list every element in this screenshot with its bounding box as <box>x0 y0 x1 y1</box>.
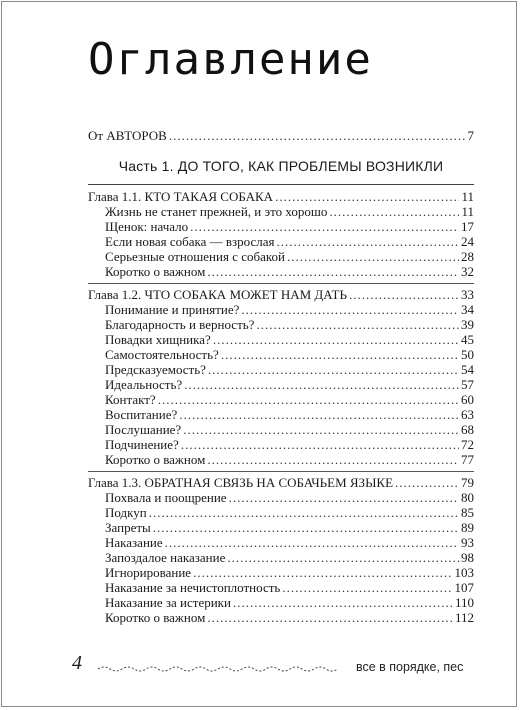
toc-entry-label: Коротко о важном <box>105 264 206 279</box>
toc-entry-label: Благодарность и верность? <box>105 317 255 332</box>
toc-entry[interactable] <box>88 249 474 264</box>
dot-leader <box>183 422 459 437</box>
toc-entry[interactable] <box>88 219 474 234</box>
dot-leader <box>287 249 459 264</box>
dot-leader <box>184 377 459 392</box>
page-title: Оглавление <box>88 34 373 85</box>
dot-leader <box>165 535 459 550</box>
toc-entry[interactable] <box>88 392 474 407</box>
running-head: все в порядке, пес <box>356 660 464 674</box>
toc-entry-label: Игнорирование <box>105 565 192 580</box>
toc-entry-page: 68 <box>461 422 474 437</box>
toc-entry-page: 34 <box>461 302 474 317</box>
toc-entry-page: 98 <box>461 550 474 565</box>
toc-entry-page: 72 <box>461 437 474 452</box>
dot-leader <box>158 392 459 407</box>
dot-leader <box>275 189 459 204</box>
toc-entry-label: Наказание за истерики <box>105 595 231 610</box>
toc-entry-page: 57 <box>461 377 474 392</box>
dot-leader <box>276 234 459 249</box>
toc-entry[interactable] <box>88 595 474 610</box>
dot-leader <box>221 347 459 362</box>
toc-entry-label: Запреты <box>105 520 151 535</box>
dot-leader <box>207 610 453 625</box>
toc-entry[interactable] <box>88 234 474 249</box>
part-divider <box>88 184 474 185</box>
table-of-contents <box>88 128 474 625</box>
toc-entry-page: 45 <box>461 332 474 347</box>
toc-entry-label: Подчинение? <box>105 437 179 452</box>
toc-entry[interactable] <box>88 264 474 279</box>
dot-leader <box>207 452 459 467</box>
dot-leader <box>169 128 466 143</box>
toc-entry[interactable] <box>88 505 474 520</box>
chapter-divider <box>88 283 474 284</box>
dot-leader <box>229 490 459 505</box>
toc-entry[interactable] <box>88 437 474 452</box>
toc-chapter[interactable] <box>88 189 474 204</box>
toc-entry-label: Серьезные отношения с собакой <box>105 249 285 264</box>
dot-leader <box>208 362 459 377</box>
toc-entry[interactable] <box>88 362 474 377</box>
toc-entry[interactable] <box>88 407 474 422</box>
dot-leader <box>227 550 459 565</box>
toc-entry-page: 39 <box>461 317 474 332</box>
wavy-line-ornament <box>98 664 348 674</box>
toc-entry-page: 93 <box>461 535 474 550</box>
toc-entry-page: 103 <box>454 565 474 580</box>
toc-entry[interactable] <box>88 422 474 437</box>
toc-entry-page: 7 <box>467 128 474 143</box>
toc-entry-label: Подкуп <box>105 505 147 520</box>
toc-entry-page: 80 <box>461 490 474 505</box>
toc-entry-label: Жизнь не станет прежней, и это хорошо <box>105 204 328 219</box>
toc-entry[interactable] <box>88 520 474 535</box>
dot-leader <box>190 219 459 234</box>
dot-leader <box>233 595 453 610</box>
toc-entry-page: 17 <box>461 219 474 234</box>
toc-entry[interactable] <box>88 347 474 362</box>
toc-entry-label: Контакт? <box>105 392 156 407</box>
dot-leader <box>395 475 459 490</box>
toc-entry-label: Щенок: начало <box>105 219 189 234</box>
toc-entry-page: 107 <box>454 580 474 595</box>
toc-chapter[interactable] <box>88 287 474 302</box>
toc-chapter-label: Глава 1.1. КТО ТАКАЯ СОБАКА <box>88 189 274 204</box>
toc-chapter-label: Глава 1.2. ЧТО СОБАКА МОЖЕТ НАМ ДАТЬ <box>88 287 347 302</box>
toc-entry-label: Повадки хищника? <box>105 332 211 347</box>
toc-entry-label: Послушание? <box>105 422 182 437</box>
toc-entry-label: Похвала и поощрение <box>105 490 227 505</box>
toc-entry[interactable] <box>88 535 474 550</box>
toc-entry-label: Наказание <box>105 535 163 550</box>
dot-leader <box>179 407 459 422</box>
toc-entry-page: 77 <box>461 452 474 467</box>
part-heading: Часть 1. ДО ТОГО, КАК ПРОБЛЕМЫ ВОЗНИКЛИ <box>118 158 444 174</box>
dot-leader <box>329 204 459 219</box>
dot-leader <box>241 302 459 317</box>
toc-entry-page: 32 <box>461 264 474 279</box>
dot-leader <box>193 565 452 580</box>
toc-entry[interactable] <box>88 377 474 392</box>
toc-entry[interactable] <box>88 452 474 467</box>
toc-entry[interactable] <box>88 204 474 219</box>
dot-leader <box>213 332 459 347</box>
toc-chapter-page: 33 <box>461 287 474 302</box>
dot-leader <box>256 317 459 332</box>
toc-chapter-label: Глава 1.3. ОБРАТНАЯ СВЯЗЬ НА СОБАЧЬЕМ ЯЗЫКЕ <box>88 475 394 490</box>
toc-entry-label: От АВТОРОВ <box>88 128 167 143</box>
page-footer <box>0 650 520 690</box>
toc-entry-page: 50 <box>461 347 474 362</box>
dot-leader <box>181 437 459 452</box>
dot-leader <box>349 287 459 302</box>
toc-entry-page: 11 <box>461 204 474 219</box>
toc-entry-authors[interactable] <box>88 128 474 143</box>
toc-entry[interactable] <box>88 550 474 565</box>
toc-entry[interactable] <box>88 580 474 595</box>
toc-entry[interactable] <box>88 302 474 317</box>
toc-entry-label: Коротко о важном <box>105 610 206 625</box>
toc-entry[interactable] <box>88 317 474 332</box>
toc-entry-page: 54 <box>461 362 474 377</box>
toc-entry-label: Предсказуемость? <box>105 362 206 377</box>
toc-entry-page: 63 <box>461 407 474 422</box>
dot-leader <box>149 505 459 520</box>
chapter-divider <box>88 471 474 472</box>
toc-entry-label: Если новая собака — взрослая <box>105 234 275 249</box>
toc-entry-label: Самостоятельность? <box>105 347 219 362</box>
dot-leader <box>207 264 459 279</box>
toc-entry[interactable] <box>88 565 474 580</box>
toc-entry-page: 28 <box>461 249 474 264</box>
toc-chapter-page: 79 <box>461 475 474 490</box>
toc-entry[interactable] <box>88 610 474 625</box>
toc-entry-page: 24 <box>461 234 474 249</box>
toc-entry-label: Запоздалое наказание <box>105 550 226 565</box>
toc-entry-label: Коротко о важном <box>105 452 206 467</box>
dot-leader <box>282 580 452 595</box>
page-number: 4 <box>72 652 82 674</box>
toc-entry-page: 112 <box>454 610 474 625</box>
toc-entry-label: Понимание и принятие? <box>105 302 240 317</box>
toc-entry-page: 89 <box>461 520 474 535</box>
toc-entry-label: Наказание за нечистоплотность <box>105 580 281 595</box>
toc-entry-page: 60 <box>461 392 474 407</box>
toc-entry[interactable] <box>88 332 474 347</box>
toc-entry-page: 110 <box>454 595 474 610</box>
toc-entry-label: Идеальность? <box>105 377 183 392</box>
toc-chapter-page: 11 <box>461 189 474 204</box>
dot-leader <box>153 520 459 535</box>
toc-entry-label: Воспитание? <box>105 407 178 422</box>
toc-entry[interactable] <box>88 490 474 505</box>
toc-entry-page: 85 <box>461 505 474 520</box>
toc-chapter[interactable] <box>88 475 474 490</box>
